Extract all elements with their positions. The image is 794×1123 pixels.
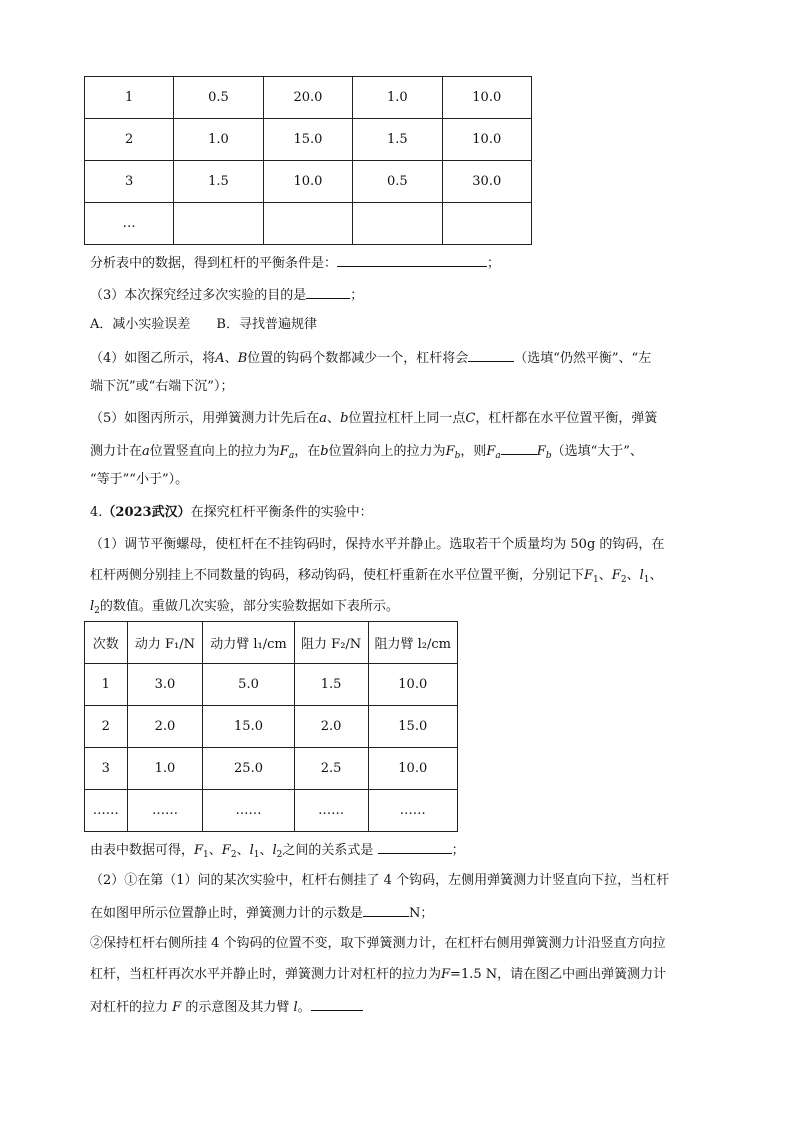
analysis-line <box>90 252 500 274</box>
text: 由表中数据可得， <box>90 843 195 858</box>
unit: N； <box>409 906 434 921</box>
text: （选填“仍然平衡”、“左 <box>514 351 652 366</box>
table-cell: 1 <box>85 77 174 119</box>
var-F: F <box>445 444 455 459</box>
table-cell: … <box>85 203 174 245</box>
part5-line-3: “等于”“小于”）。 <box>90 472 189 487</box>
table-cell: 3 <box>85 161 174 203</box>
punctuation: ； <box>350 288 364 303</box>
subscript: b <box>454 451 461 461</box>
question-title: 在探究杠杆平衡条件的实验中： <box>190 505 373 520</box>
part4-line <box>90 347 651 369</box>
answer-blank[interactable] <box>306 284 350 299</box>
table-cell: …… <box>368 790 457 832</box>
subscript: a <box>288 451 295 461</box>
answer-blank[interactable] <box>468 347 514 362</box>
table-cell: 1.0 <box>127 748 203 790</box>
table-header-row <box>85 622 458 664</box>
question-number: 4. <box>90 505 103 520</box>
table-cell: 10.0 <box>263 161 352 203</box>
table-cell: 1.5 <box>353 119 442 161</box>
text: 杠杆两侧分别挂上不同数量的钩码，移动钩码，使杠杆重新在水平位置平衡，分别记下 <box>90 568 585 583</box>
text: 位置斜向上的拉力为 <box>328 444 446 459</box>
table-row <box>85 748 458 790</box>
column-header: 阻力 F₂/N <box>294 622 368 664</box>
table-cell: …… <box>127 790 203 832</box>
table-row <box>85 119 532 161</box>
table-cell: 10.0 <box>368 664 457 706</box>
punctuation: ； <box>451 843 465 858</box>
subscript: a <box>495 451 501 461</box>
text: ，在 <box>294 444 321 459</box>
text: （5）如图丙所示，用弹簧测力计先后在 <box>90 411 320 426</box>
subscript: b <box>545 451 552 461</box>
table-cell: …… <box>203 790 294 832</box>
text: 位置拉杠杆上同一点 <box>348 411 466 426</box>
table-cell: 0.5 <box>353 161 442 203</box>
table-cell <box>353 203 442 245</box>
var-F: F <box>536 444 546 459</box>
text: 、 <box>327 411 341 426</box>
text: ，杠杆都在水平位置平衡，弹簧 <box>475 411 658 426</box>
table-cell: 0.5 <box>174 77 263 119</box>
q4-p2-line-4 <box>90 965 666 985</box>
table-cell: 15.0 <box>368 706 457 748</box>
table-row <box>85 706 458 748</box>
table-row <box>85 790 458 832</box>
var-F: F <box>172 1000 182 1015</box>
var-l: l <box>293 1000 298 1015</box>
q4-p1-line: （1）调节平衡螺母，使杠杆在不挂钩码时，保持水平并静止。选取若干个质量均为 50g 的钩码，在 <box>90 537 665 552</box>
options-line: A．减小实验误差 B．寻找普遍规律 <box>90 317 317 332</box>
table-cell <box>442 203 531 245</box>
q4-p2-line-5 <box>90 996 363 1018</box>
table-cell: 30.0 <box>442 161 531 203</box>
table-cell: 3 <box>85 748 128 790</box>
table-cell: 2 <box>85 119 174 161</box>
q4-p2-line-3: ②保持杠杆右侧所挂 4 个钩码的位置不变，取下弹簧测力计，在杠杆右侧用弹簧测力计沿竖直方向拉 <box>90 936 666 951</box>
table-cell: 15.0 <box>263 119 352 161</box>
text: 之间的关系式是 <box>282 843 374 858</box>
var-F: F <box>279 444 289 459</box>
q4-p1-line-2: 杠杆两侧分别挂上不同数量的钩码，移动钩码，使杠杆重新在水平位置平衡，分别记下$F_1$、$F_2$、$l_1$、 <box>90 568 663 585</box>
table-cell: 10.0 <box>368 748 457 790</box>
table-cell: 1.0 <box>174 119 263 161</box>
table-cell: 1 <box>85 664 128 706</box>
text: 、 <box>224 351 238 366</box>
table-cell: 20.0 <box>263 77 352 119</box>
column-header: 动力臂 l₁/cm <box>203 622 294 664</box>
question-source: （2023武汉） <box>102 505 191 520</box>
text: 位置的钩码个数都减少一个，杠杆将会 <box>247 351 469 366</box>
var-b: b <box>340 411 349 426</box>
table-cell: …… <box>294 790 368 832</box>
table-cell: 25.0 <box>203 748 294 790</box>
text: 的示意图及其力臂 <box>185 1000 290 1015</box>
text: （选填“大于”、 <box>551 444 643 459</box>
var-C: C <box>465 411 476 426</box>
text: 杠杆，当杠杆再次水平并静止时，弹簧测力计对杠杆的拉力为 <box>90 967 442 982</box>
table-row <box>85 203 532 245</box>
text: 位置竖直向上的拉力为 <box>149 444 280 459</box>
q4-p2-line: （2）①在第（1）问的某次实验中，杠杆右侧挂了 4 个钩码，左侧用弹簧测力计竖直向下拉，当杠杆 <box>90 873 670 888</box>
var-F: F <box>441 967 451 982</box>
answer-blank[interactable] <box>337 252 487 267</box>
table-cell: 15.0 <box>203 706 294 748</box>
data-table-1 <box>84 76 532 245</box>
var-F: F <box>486 444 496 459</box>
data-table-2 <box>84 621 458 832</box>
column-header: 次数 <box>85 622 128 664</box>
table-cell: 2.0 <box>127 706 203 748</box>
analysis-text: 分析表中的数据，得到杠杆的平衡条件是： <box>90 256 338 271</box>
table-cell: 10.0 <box>442 119 531 161</box>
text: 在如图甲所示位置静止时，弹簧测力计的示数是 <box>90 906 364 921</box>
q4-p2-line-2 <box>90 902 433 924</box>
var-a: a <box>319 411 328 426</box>
text: 测力计在 <box>90 444 143 459</box>
punctuation: ； <box>487 256 501 271</box>
table-cell: 2.5 <box>294 748 368 790</box>
var-B: B <box>237 351 248 366</box>
answer-blank[interactable] <box>501 440 537 455</box>
text: （4）如图乙所示，将 <box>90 351 216 366</box>
text: 对杠杆的拉力 <box>90 1000 169 1015</box>
table-row <box>85 161 532 203</box>
answer-blank[interactable] <box>363 902 409 917</box>
table-cell: 1.5 <box>294 664 368 706</box>
text: 。 <box>297 1000 311 1015</box>
table-row <box>85 77 532 119</box>
part4-line-2: 端下沉”或“右端下沉”）； <box>90 379 234 394</box>
table-cell <box>263 203 352 245</box>
table-row <box>85 664 458 706</box>
part3-text: （3）本次探究经过多次实验的目的是 <box>90 288 307 303</box>
var-a: a <box>142 444 150 459</box>
table-cell: 3.0 <box>127 664 203 706</box>
var-A: A <box>215 351 225 366</box>
table-cell: 2.0 <box>294 706 368 748</box>
table-cell <box>174 203 263 245</box>
part5-line-2 <box>90 440 643 462</box>
relation-line: 由表中数据可得，$F_1$、$F_2$、$l_1$、$l_2$之间的关系式是 ； <box>90 839 465 861</box>
text: =1.5 N，请在图乙中画出弹簧测力计 <box>450 967 667 982</box>
column-header: 阻力臂 l₂/cm <box>368 622 457 664</box>
answer-blank[interactable] <box>378 839 452 854</box>
var-b: b <box>320 444 329 459</box>
text: ，则 <box>460 444 487 459</box>
table-cell: 2 <box>85 706 128 748</box>
q4-title-line <box>90 503 373 523</box>
table-cell: 10.0 <box>442 77 531 119</box>
table-cell: 5.0 <box>203 664 294 706</box>
part5-line <box>90 409 657 429</box>
answer-blank[interactable] <box>311 996 363 1011</box>
table-cell: 1.5 <box>174 161 263 203</box>
table-cell: …… <box>85 790 128 832</box>
part3-line <box>90 284 363 306</box>
column-header: 动力 F₁/N <box>127 622 203 664</box>
table-cell: 1.0 <box>353 77 442 119</box>
q4-p1-line-3: $l_2$的数值。重做几次实验，部分实验数据如下表所示。 <box>90 599 399 616</box>
text: 的数值。重做几次实验，部分实验数据如下表所示。 <box>99 599 399 614</box>
